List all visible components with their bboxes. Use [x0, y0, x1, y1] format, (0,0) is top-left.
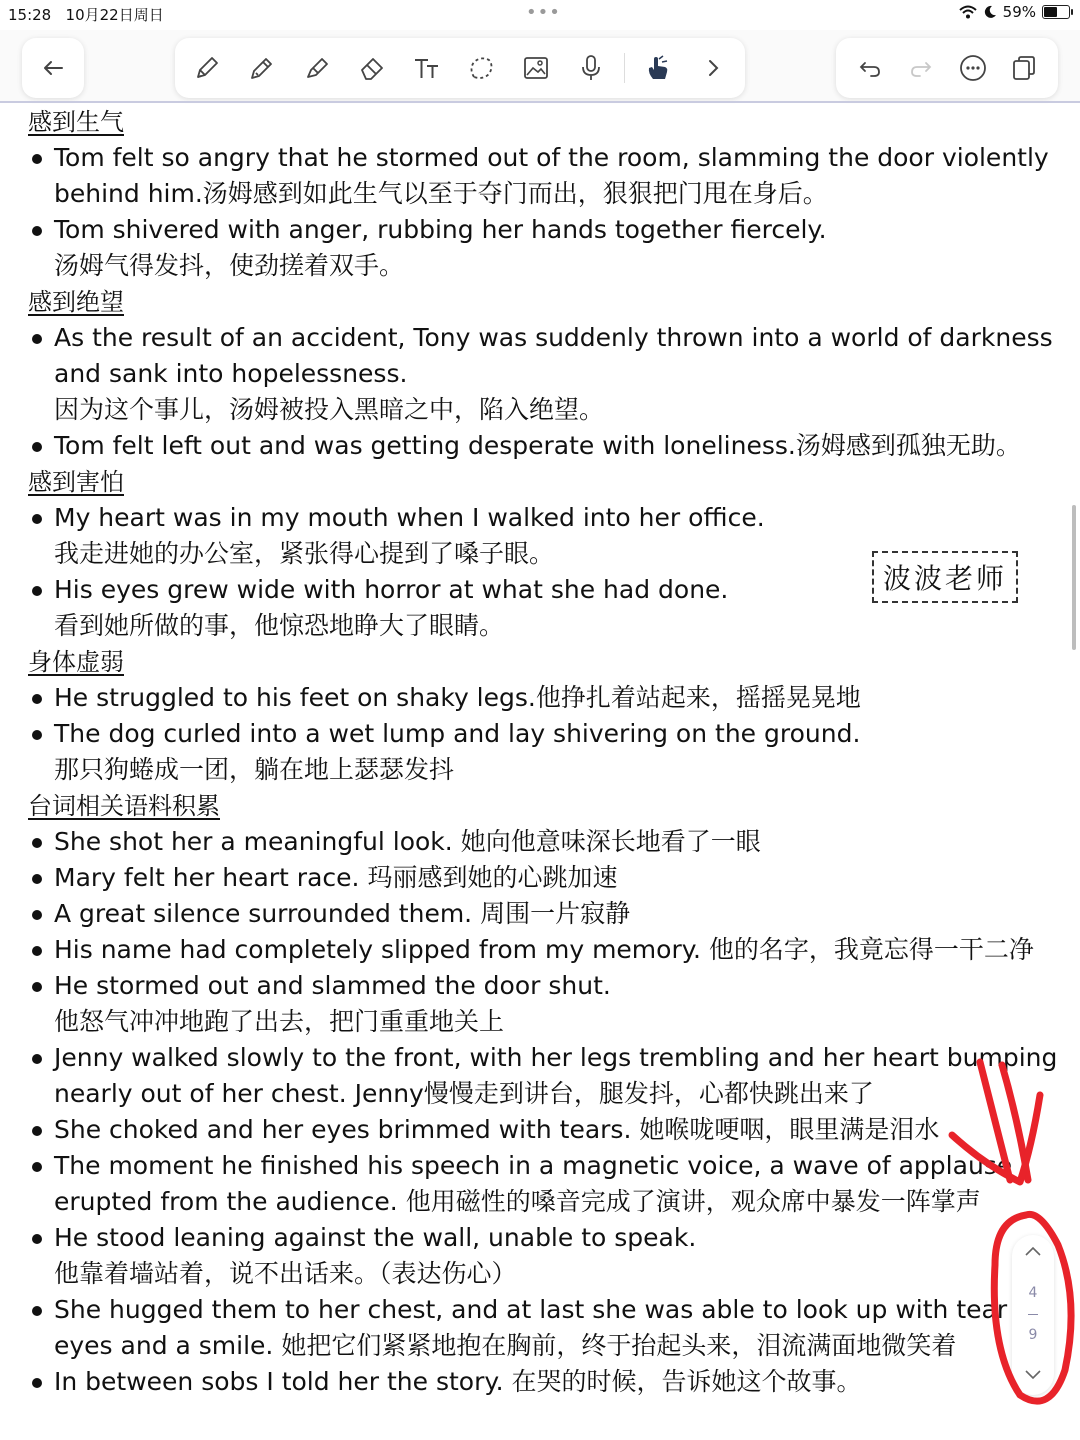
- chinese-translation: 她把它们紧紧地抱在胸前，终于抬起头来，泪流满面地微笑着: [281, 1331, 957, 1360]
- list-item: [28, 140, 1058, 212]
- list-item: [28, 896, 1058, 932]
- current-page: 4: [1028, 1285, 1038, 1301]
- list-item: [28, 1040, 1058, 1112]
- status-date: 10月22日周日: [65, 6, 164, 24]
- page-separator: [1028, 1314, 1038, 1315]
- eraser-icon: [357, 53, 387, 83]
- chinese-translation: 她喉咙哽咽，眼里满是泪水: [639, 1115, 940, 1144]
- english-sentence: In between sobs I told her the story.: [54, 1367, 512, 1396]
- chinese-translation: 他用磁性的嗓音完成了演讲，观众席中暴发一阵掌声: [405, 1187, 981, 1216]
- english-sentence: Tom shivered with anger, rubbing her hands together fiercely.: [54, 215, 827, 244]
- list-item: [28, 1364, 1058, 1400]
- list-item: [28, 716, 1058, 788]
- highlighter-tool-button[interactable]: [295, 46, 339, 90]
- english-sentence: He stood leaning against the wall, unable to speak.: [54, 1223, 697, 1252]
- list-item: [28, 212, 1058, 284]
- section-heading: 感到绝望: [28, 288, 124, 316]
- chinese-translation: 我走进她的办公室，紧张得心提到了嗓子眼。: [54, 539, 555, 568]
- english-sentence: She shot her a meaningful look.: [54, 827, 461, 856]
- chinese-translation: 汤姆感到孤独无助。: [795, 431, 1021, 460]
- pages-button[interactable]: [1002, 46, 1046, 90]
- do-not-disturb-moon-icon: [983, 5, 997, 19]
- touch-mode-button[interactable]: [636, 46, 680, 90]
- chevron-up-icon: [1024, 1245, 1042, 1257]
- teacher-stamp: [872, 551, 1018, 603]
- more-button[interactable]: [951, 46, 995, 90]
- list-item: [28, 860, 1058, 896]
- lasso-tool-button[interactable]: [459, 46, 503, 90]
- english-sentence: He struggled to his feet on shaky legs.: [54, 683, 536, 712]
- redo-button[interactable]: [899, 46, 943, 90]
- pencil-icon: [247, 53, 277, 83]
- battery-icon: [1042, 5, 1070, 19]
- english-sentence: Tom felt left out and was getting desperate with loneliness.: [54, 431, 796, 460]
- status-indicators: [959, 3, 1070, 21]
- highlighter-icon: [302, 53, 332, 83]
- battery-fill: [1044, 7, 1057, 17]
- list-item: [28, 824, 1058, 860]
- english-sentence: As the result of an accident, Tony was suddenly thrown into a world of darkness and sank into hopelessness.: [54, 323, 1053, 388]
- chinese-translation: 玛丽感到她的心跳加速: [367, 863, 618, 892]
- english-sentence: A great silence surrounded them.: [54, 899, 481, 928]
- redo-icon: [906, 53, 936, 83]
- english-sentence: He stormed out and slammed the door shut.: [54, 971, 611, 1000]
- section-heading: 身体虚弱: [28, 648, 124, 676]
- note-content[interactable]: [28, 104, 1058, 1400]
- more-tools-button[interactable]: [691, 46, 735, 90]
- list-item: [28, 680, 1058, 716]
- page-navigator: [1012, 1235, 1054, 1395]
- undo-icon: [855, 53, 885, 83]
- chinese-translation: 汤姆气得发抖，使劲搓着双手。: [54, 251, 405, 280]
- english-sentence: His eyes grew wide with horror at what she had done.: [54, 575, 729, 604]
- status-time: 15:28 10月22日周日: [8, 6, 164, 24]
- list-item: [28, 932, 1058, 968]
- chinese-translation: Jenny慢慢走到讲台，腿发抖，心都快跳出来了: [354, 1079, 874, 1108]
- tools-pill: [175, 38, 745, 98]
- multitasking-dots-icon[interactable]: •••: [526, 2, 561, 23]
- toolbar-divider: [624, 53, 625, 83]
- list-item: [28, 320, 1058, 428]
- list-item: [28, 1292, 1058, 1364]
- english-sentence: Tom felt so angry that he stormed out of the room, slamming the door violently behind him.: [54, 143, 1049, 208]
- chinese-translation: 她向他意味深长地看了一眼: [460, 827, 761, 856]
- page-up-button[interactable]: [1012, 1245, 1054, 1261]
- section-heading: 台词相关语料积累: [28, 792, 220, 820]
- total-pages: 9: [1028, 1327, 1038, 1343]
- image-icon: [521, 53, 551, 83]
- status-bar: [0, 0, 1080, 28]
- section-heading: 感到害怕: [28, 468, 124, 496]
- image-tool-button[interactable]: [514, 46, 558, 90]
- toolbar-divider-line: [0, 101, 1080, 103]
- chinese-translation: 他挣扎着站起来，摇摇晃晃地: [535, 683, 861, 712]
- english-sentence: The dog curled into a wet lump and lay shivering on the ground.: [54, 719, 861, 748]
- wifi-icon: [959, 5, 977, 19]
- chinese-translation: 看到她所做的事，他惊恐地睁大了眼睛。: [54, 611, 505, 640]
- chinese-translation: 那只狗蜷成一团，躺在地上瑟瑟发抖: [54, 755, 455, 784]
- pencil-tool-button[interactable]: [240, 46, 284, 90]
- pages-icon: [1009, 53, 1039, 83]
- hand-touch-icon: [643, 53, 673, 83]
- english-sentence: Jenny walked slowly to the front, with her legs trembling and her heart bumping nearly out of her chest.: [54, 1043, 1058, 1108]
- back-pill: [22, 38, 84, 98]
- chinese-translation: 他怒气冲冲地跑了出去，把门重重地关上: [54, 1007, 505, 1036]
- arrow-left-icon: [38, 53, 68, 83]
- microphone-icon: [576, 53, 606, 83]
- record-audio-button[interactable]: [569, 46, 613, 90]
- english-sentence: Mary felt her heart race.: [54, 863, 368, 892]
- page-down-button[interactable]: [1012, 1369, 1054, 1385]
- undo-button[interactable]: [848, 46, 892, 90]
- pen-icon: [192, 53, 222, 83]
- english-sentence: She choked and her eyes brimmed with tears.: [54, 1115, 640, 1144]
- text-tool-button[interactable]: [405, 46, 449, 90]
- list-item: [28, 1112, 1058, 1148]
- text-icon: [412, 53, 442, 83]
- section-heading: 感到生气: [28, 108, 124, 136]
- chinese-translation: 因为这个事儿，汤姆被投入黑暗之中，陷入绝望。: [54, 395, 605, 424]
- list-item: [28, 428, 1058, 464]
- more-icon: [958, 53, 988, 83]
- stamp-text: 波波老师: [882, 562, 1007, 595]
- chinese-translation: 汤姆感到如此生气以至于夺门而出，狠狠把门甩在身后。: [202, 179, 828, 208]
- chevron-down-icon: [1024, 1369, 1042, 1381]
- actions-pill: [836, 38, 1058, 98]
- chinese-translation: 他靠着墙站着，说不出话来。（表达伤心）: [54, 1259, 517, 1288]
- english-sentence: His name had completely slipped from my memory.: [54, 935, 709, 964]
- chevron-right-icon: [698, 53, 728, 83]
- back-button[interactable]: [31, 46, 75, 90]
- english-sentence: The moment he finished his speech in a magnetic voice, a wave of applause erupted from the audience.: [54, 1151, 1013, 1216]
- pen-tool-button[interactable]: [185, 46, 229, 90]
- eraser-tool-button[interactable]: [350, 46, 394, 90]
- english-sentence: She hugged them to her chest, and at last she was able to look up with tear eyes and a smile.: [54, 1295, 1008, 1360]
- list-item: [28, 1220, 1058, 1292]
- toolbar: [0, 30, 1080, 102]
- lasso-icon: [466, 53, 496, 83]
- chinese-translation: 他的名字，我竟忘得一干二净: [708, 935, 1034, 964]
- scrollbar[interactable]: [1072, 505, 1076, 650]
- list-item: [28, 968, 1058, 1040]
- english-sentence: My heart was in my mouth when I walked into her office.: [54, 503, 765, 532]
- chinese-translation: 周围一片寂静: [480, 899, 631, 928]
- chinese-translation: 在哭的时候，告诉她这个故事。: [511, 1367, 862, 1396]
- battery-percent: 59%: [1002, 3, 1036, 21]
- list-item: [28, 1148, 1058, 1220]
